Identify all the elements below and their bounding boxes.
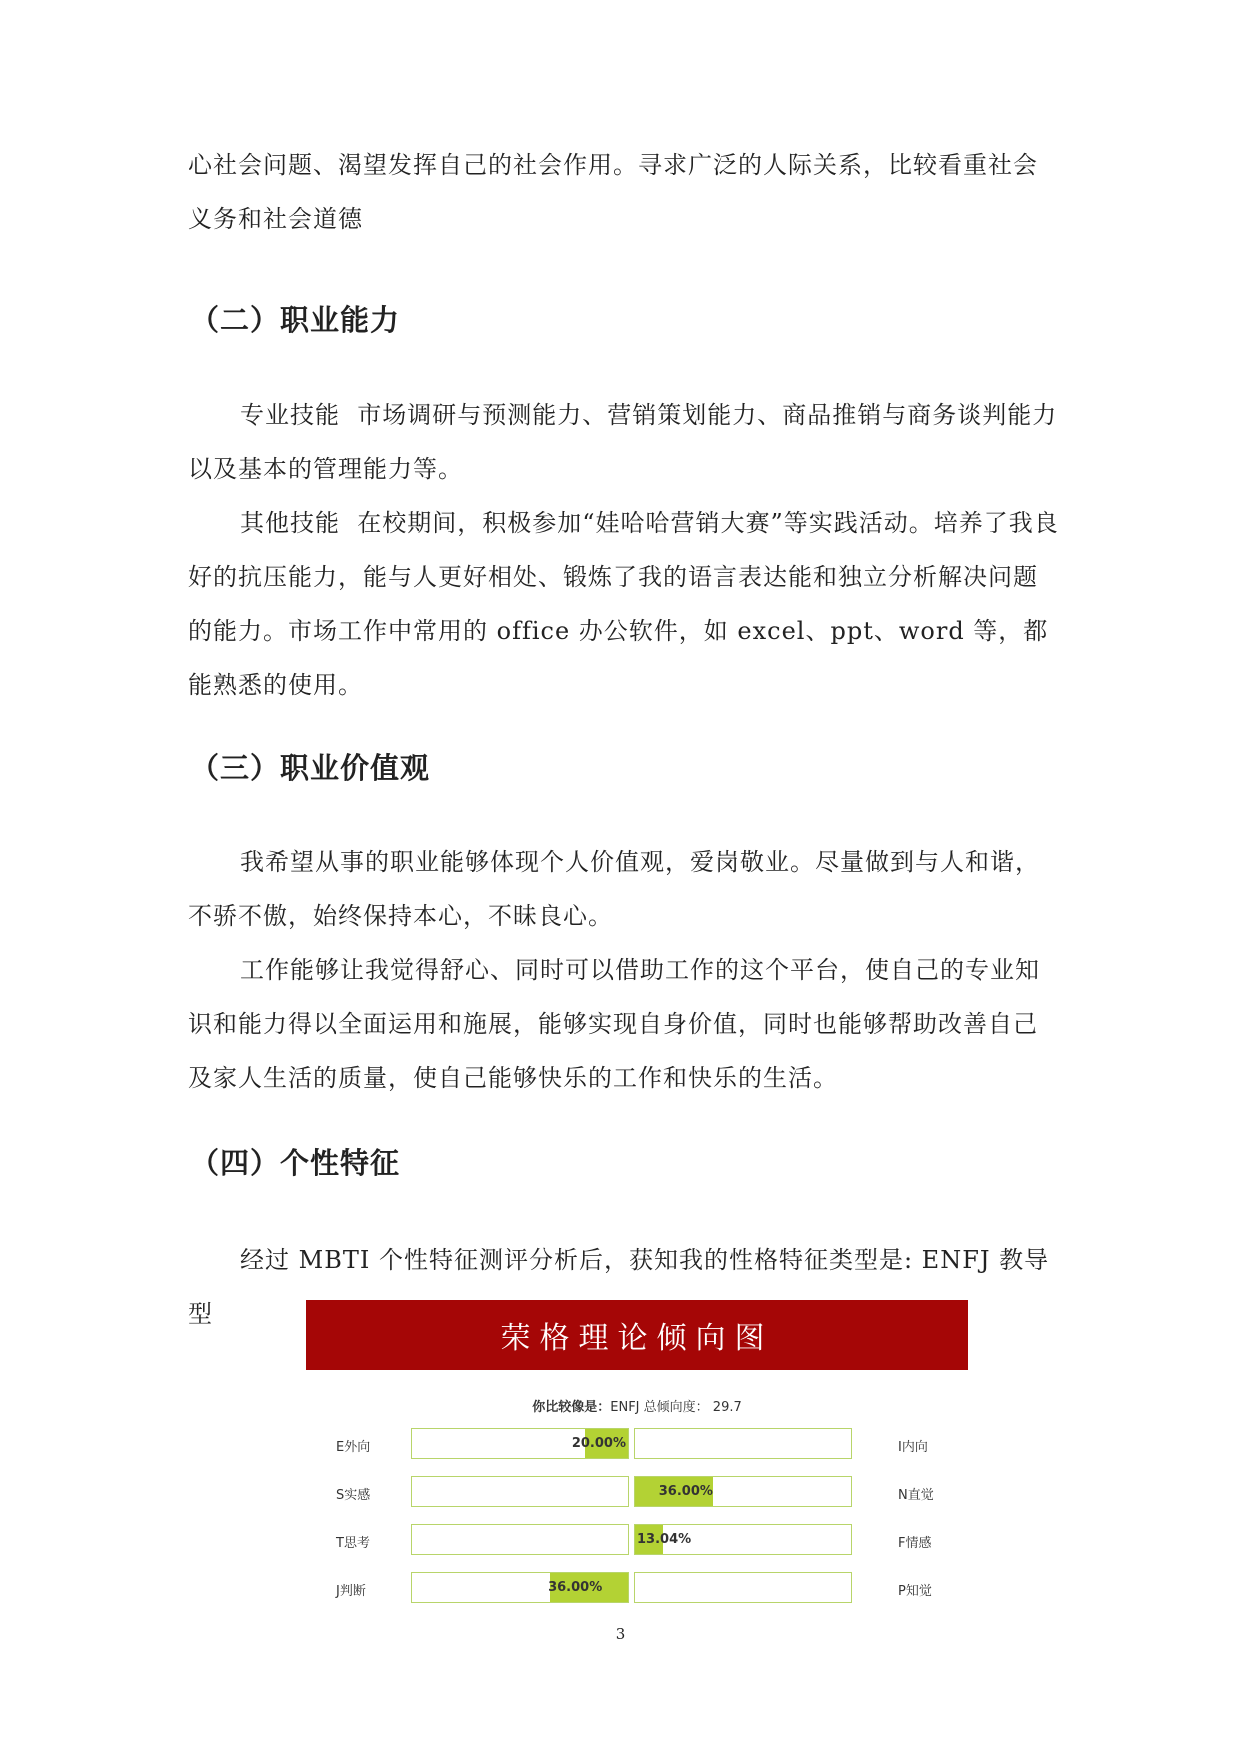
heading-career-values: （三）职业价值观 xyxy=(190,751,431,785)
dimension-bar-left xyxy=(411,1572,629,1603)
chart-title: 荣格理论倾向图 xyxy=(306,1300,968,1370)
dimension-right-label: P知觉 xyxy=(898,1584,932,1599)
other-skills-text: 在校期间，积极参加“娃哈哈营销大赛”等实践活动。培养了我良好的抗压能力，能与人更好相处、锻炼了我的语言表达能和独立分析解决问题的能力。市场工作中常用的 office 办公软件，如 excel、ppt、word 等，都能熟悉的使用。 xyxy=(188,509,1059,699)
dimension-bar-right xyxy=(634,1524,852,1555)
dimension-right-label: N直觉 xyxy=(898,1488,934,1503)
paragraph-values-1 xyxy=(188,835,1060,943)
summary-tendency-value: 29.7 xyxy=(712,1400,742,1415)
paragraph-text: 经过 MBTI 个性特征测评分析后，获知我的性格特征类型是: ENFJ 教导型 xyxy=(188,1246,1050,1328)
chart-summary xyxy=(306,1396,968,1415)
dimension-value-label: 36.00% xyxy=(548,1580,603,1595)
paragraph-values-2 xyxy=(188,943,1060,1105)
professional-skills-label: 专业技能 xyxy=(240,401,340,429)
dimension-left-label: S实感 xyxy=(336,1488,371,1503)
dimension-bar-left xyxy=(411,1476,629,1507)
dimension-right-label: I内向 xyxy=(898,1440,928,1455)
dimension-left-label: J判断 xyxy=(336,1584,366,1599)
heading-career-ability: （二）职业能力 xyxy=(190,303,401,337)
dimension-value-label: 13.04% xyxy=(637,1532,692,1547)
other-skills-label: 其他技能 xyxy=(240,509,340,537)
paragraph-text: 工作能够让我觉得舒心、同时可以借助工作的这个平台，使自己的专业知识和能力得以全面运用和施展，能够实现自身价值，同时也能够帮助改善自己及家人生活的质量，使自己能够快乐的工作和快乐的生活。 xyxy=(188,956,1040,1092)
dimension-value-label: 20.00% xyxy=(571,1436,626,1451)
page-number: 3 xyxy=(615,1625,626,1643)
dimension-bar-right xyxy=(634,1476,852,1507)
dimension-bar-right xyxy=(634,1428,852,1459)
paragraph-text: 心社会问题、渴望发挥自己的社会作用。寻求广泛的人际关系，比较看重社会义务和社会道德 xyxy=(188,151,1038,233)
professional-skills-text: 市场调研与预测能力、营销策划能力、商品推销与商务谈判能力以及基本的管理能力等。 xyxy=(188,401,1058,483)
dimension-bar-left xyxy=(411,1524,629,1555)
dimension-right-label: F情感 xyxy=(898,1536,932,1551)
heading-personality: （四）个性特征 xyxy=(190,1146,401,1180)
paragraph-social xyxy=(188,138,1060,246)
dimension-value-label: 36.00% xyxy=(658,1484,713,1499)
dimension-left-label: E外向 xyxy=(336,1440,371,1455)
summary-tendency-label: 总倾向度： xyxy=(643,1400,709,1415)
paragraph-text: 我希望从事的职业能够体现个人价值观，爱岗敬业。尽量做到与人和谐，不骄不傲，始终保持本心，不昧良心。 xyxy=(188,848,1040,930)
summary-type: ENFJ xyxy=(610,1400,640,1415)
paragraph-professional-skills xyxy=(188,388,1060,496)
dimension-bar-left xyxy=(411,1428,629,1459)
paragraph-other-skills xyxy=(188,496,1060,712)
dimension-bar-right xyxy=(634,1572,852,1603)
summary-prefix: 你比较像是： xyxy=(532,1400,611,1415)
dimension-left-label: T思考 xyxy=(336,1536,370,1551)
